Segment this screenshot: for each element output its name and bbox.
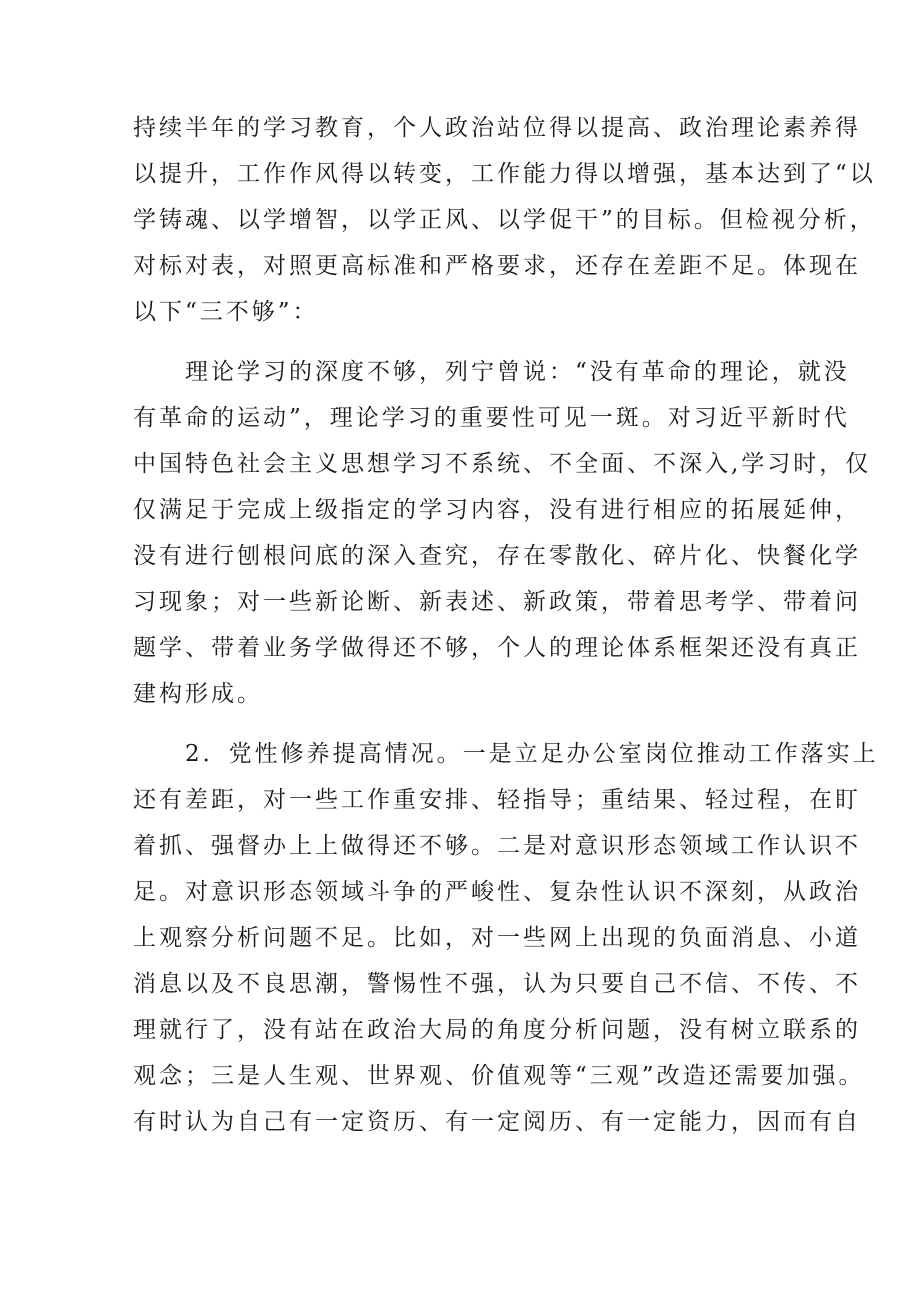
text-line: 有时认为自己有一定资历、有一定阅历、有一定能力，因而有自: [133, 1109, 861, 1135]
text-line: 消息以及不良思潮，警惕性不强，认为只要自己不信、不传、不: [133, 971, 861, 997]
text-line: 学铸魂、以学增智，以学正风、以学促干”的目标。但检视分析，: [133, 207, 876, 233]
text-line: 观念；三是人生观、世界观、价值观等“三观”改造还需要加强。: [133, 1063, 865, 1089]
text-line: 以下“三不够”：: [133, 299, 319, 325]
document-body: [133, 105, 879, 1145]
text-line: 上观察分析问题不足。比如，对一些网上出现的负面消息、小道: [133, 925, 861, 951]
paragraph-spacer: [133, 335, 798, 349]
text-line: 以提升，工作作风得以转变，工作能力得以增强，基本达到了“以: [133, 161, 876, 187]
text-line: 理论学习的深度不够，列宁曾说：“没有革命的理论，就没: [133, 359, 850, 385]
text-line: 2．党性修养提高情况。一是立足办公室岗位推动工作落实上: [133, 741, 879, 767]
text-line: 有革命的运动”，理论学习的重要性可见一斑。对习近平新时代: [133, 405, 850, 431]
text-line: 对标对表，对照更高标准和严格要求，还存在差距不足。体现在: [133, 253, 861, 279]
text-line: 理就行了，没有站在政治大局的角度分析问题，没有树立联系的: [133, 1017, 861, 1043]
text-line: 习现象；对一些新论断、新表述、新政策，带着思考学、带着问: [133, 589, 861, 615]
text-line: 中国特色社会主义思想学习不系统、不全面、不深入,学习时，仅: [133, 451, 872, 477]
paragraph-spacer: [133, 717, 798, 731]
text-line: 建构形成。: [133, 681, 263, 707]
text-line: 持续半年的学习教育，个人政治站位得以提高、政治理论素养得: [133, 115, 861, 141]
text-line: 仅满足于完成上级指定的学习内容，没有进行相应的拓展延伸，: [133, 497, 861, 523]
text-line: 足。对意识形态领域斗争的严峻性、复杂性认识不深刻，从政治: [133, 879, 861, 905]
text-line: 还有差距，对一些工作重安排、轻指导；重结果、轻过程，在盯: [133, 787, 861, 813]
text-line: 着抓、强督办上上做得还不够。二是对意识形态领域工作认识不: [133, 833, 861, 859]
text-line: 没有进行刨根问底的深入查究，存在零散化、碎片化、快餐化学: [133, 543, 861, 569]
paragraph-2: [133, 349, 872, 717]
paragraph-1: [133, 105, 876, 335]
text-line: 题学、带着业务学做得还不够，个人的理论体系框架还没有真正: [133, 635, 861, 661]
paragraph-3: [133, 731, 879, 1145]
